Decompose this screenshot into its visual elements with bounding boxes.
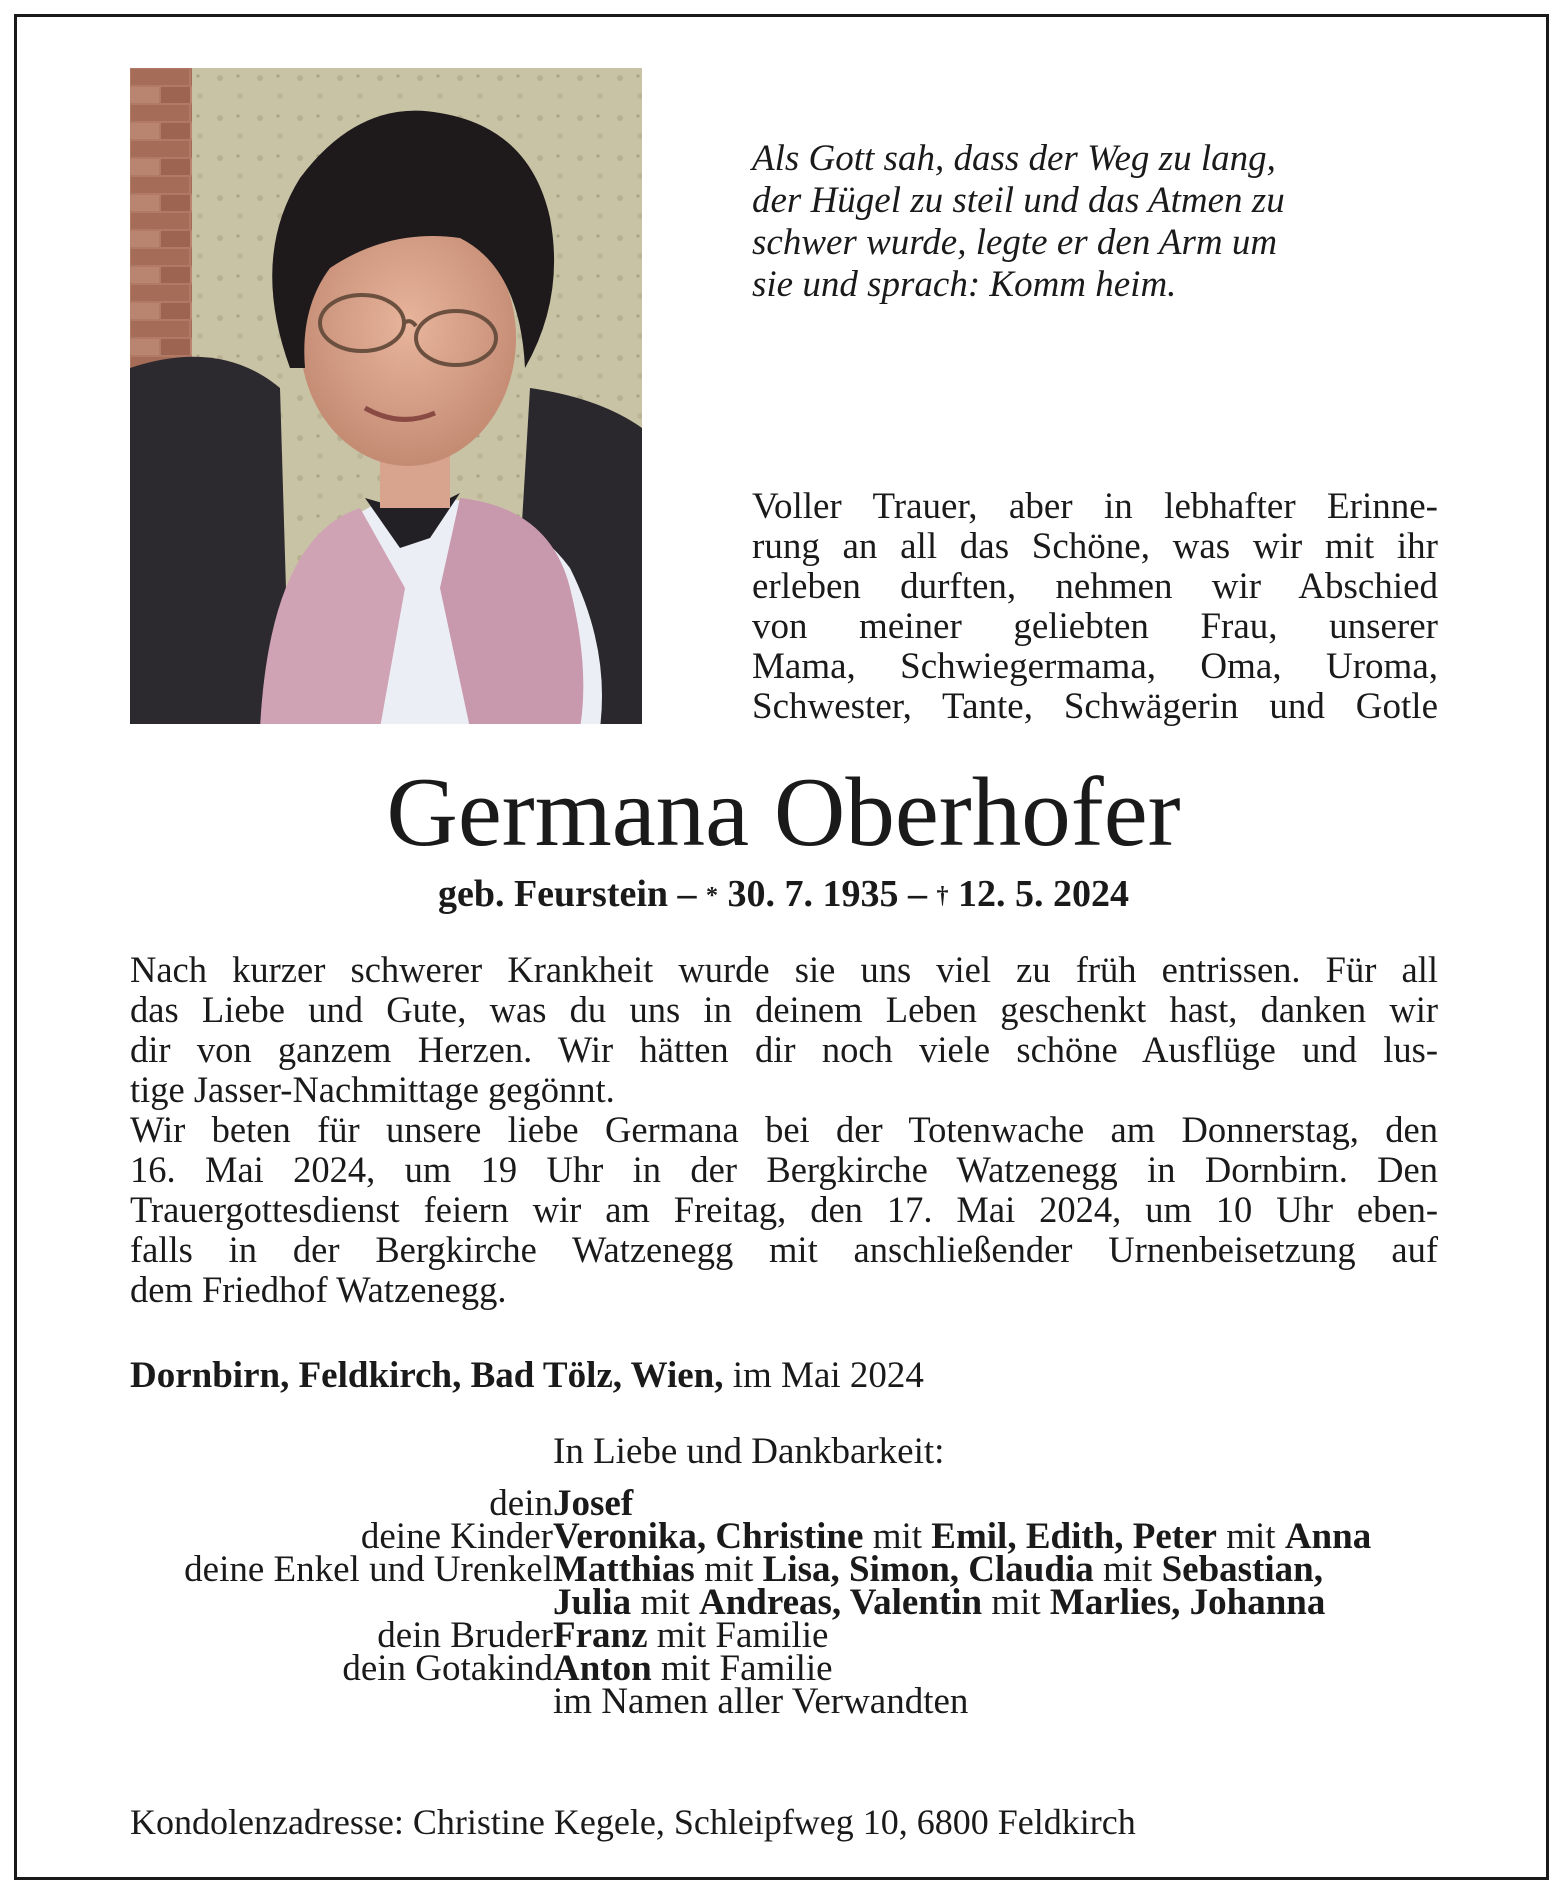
condolence-address: Kondolenzadresse: Christine Kegele, Schleipfweg 10, 6800 Feldkirch xyxy=(130,1802,1136,1842)
family-connector: mit xyxy=(863,1516,932,1557)
intro-line: Mama, Schwiegermama, Oma, Uroma, xyxy=(752,646,1438,687)
family-connector: mit Familie xyxy=(647,1615,829,1656)
intro-line: Voller Trauer, aber in lebhafter Erinne- xyxy=(752,486,1438,527)
family-row xyxy=(0,1682,1567,1722)
body-line: tige Jasser-Nachmittage gegönnt. xyxy=(130,1069,615,1110)
family-member-name: Josef xyxy=(553,1483,634,1524)
birth-name: geb. Feurstein xyxy=(437,873,669,915)
body-line: falls in der Bergkirche Watzenegg mit anschließender Urnenbeisetzung auf xyxy=(130,1229,1438,1270)
body-line: das Liebe und Gute, was du uns in deinem Leben geschenkt hast, danken wir xyxy=(130,989,1438,1030)
intro-text xyxy=(752,487,1438,727)
poem-line: Als Gott sah, dass der Weg zu lang, xyxy=(752,138,1276,179)
family-role: deine Enkel und Urenkel xyxy=(184,1549,553,1590)
death-symbol: † xyxy=(936,883,949,909)
intro-line: von meiner geliebten Frau, unserer xyxy=(752,606,1438,647)
family-connector: mit xyxy=(982,1582,1050,1623)
family-member-name: Matthias xyxy=(553,1549,695,1590)
family-member-name: Emil, Edith, Peter xyxy=(931,1516,1217,1557)
body-text xyxy=(130,950,1438,1310)
family-role: deine Kinder xyxy=(360,1516,553,1557)
family-connector: mit xyxy=(631,1582,699,1623)
family-role: dein Bruder xyxy=(377,1615,553,1656)
body-line: dir von ganzem Herzen. Wir hätten dir noch viele schöne Ausflüge und lus- xyxy=(130,1029,1438,1070)
places: Dornbirn, Feldkirch, Bad Tölz, Wien, xyxy=(130,1355,724,1396)
family-connector: mit Familie xyxy=(651,1648,833,1689)
poem-line: der Hügel zu steil und das Atmen zu xyxy=(752,180,1285,221)
portrait-photo xyxy=(130,68,642,724)
family-connector: im Namen aller Verwandten xyxy=(553,1681,969,1722)
family-member-name: Anton xyxy=(553,1648,652,1689)
poem-text xyxy=(752,138,1285,306)
family-role: dein Gotakind xyxy=(342,1648,553,1689)
family-role: dein xyxy=(489,1483,553,1524)
birth-death-dates xyxy=(0,872,1567,916)
dash: – xyxy=(677,873,697,915)
places-date: im Mai 2024 xyxy=(723,1355,924,1396)
thanks-line: In Liebe und Dankbarkeit: xyxy=(553,1431,945,1472)
body-line: dem Friedhof Watzenegg. xyxy=(130,1269,507,1310)
birth-date: 30. 7. 1935 xyxy=(727,873,899,915)
death-date: 12. 5. 2024 xyxy=(958,873,1130,915)
family-member-name: Franz xyxy=(553,1615,648,1656)
family-member-name: Julia xyxy=(553,1582,632,1623)
poem-line: schwer wurde, legte er den Arm um xyxy=(752,222,1278,263)
family-member-name: Veronika, Christine xyxy=(553,1516,864,1557)
body-line: 16. Mai 2024, um 19 Uhr in der Bergkirche Watzenegg in Dornbirn. Den xyxy=(130,1149,1438,1190)
deceased-name: Germana Oberhofer xyxy=(386,758,1181,867)
intro-line: rung an all das Schöne, was wir mit ihr xyxy=(752,526,1438,567)
family-names xyxy=(553,1682,968,1722)
family-connector: mit xyxy=(1216,1516,1285,1557)
poem-line: sie und sprach: Komm heim. xyxy=(752,264,1177,305)
family-member-name: Andreas, Valentin xyxy=(698,1582,983,1623)
dash: – xyxy=(908,873,928,915)
family-member-name: Marlies, Johanna xyxy=(1049,1582,1326,1623)
body-line: Nach kurzer schwerer Krankheit wurde sie uns viel zu früh entrissen. Für all xyxy=(130,949,1438,990)
family-member-name: Anna xyxy=(1284,1516,1372,1557)
body-line: Trauergottesdienst feiern wir am Freitag, den 17. Mai 2024, um 10 Uhr eben- xyxy=(130,1189,1438,1230)
family-member-name: Sebastian, xyxy=(1161,1549,1323,1590)
family-member-name: Lisa, Simon, Claudia xyxy=(762,1549,1094,1590)
birth-symbol: * xyxy=(706,883,719,909)
family-connector: mit xyxy=(1093,1549,1162,1590)
places-line xyxy=(130,1354,924,1398)
family-connector: mit xyxy=(694,1549,763,1590)
body-line: Wir beten für unsere liebe Germana bei der Totenwache am Donnerstag, den xyxy=(130,1109,1438,1150)
intro-line: Schwester, Tante, Schwägerin und Gotle xyxy=(752,686,1438,727)
intro-line: erleben durften, nehmen wir Abschied xyxy=(752,566,1438,607)
